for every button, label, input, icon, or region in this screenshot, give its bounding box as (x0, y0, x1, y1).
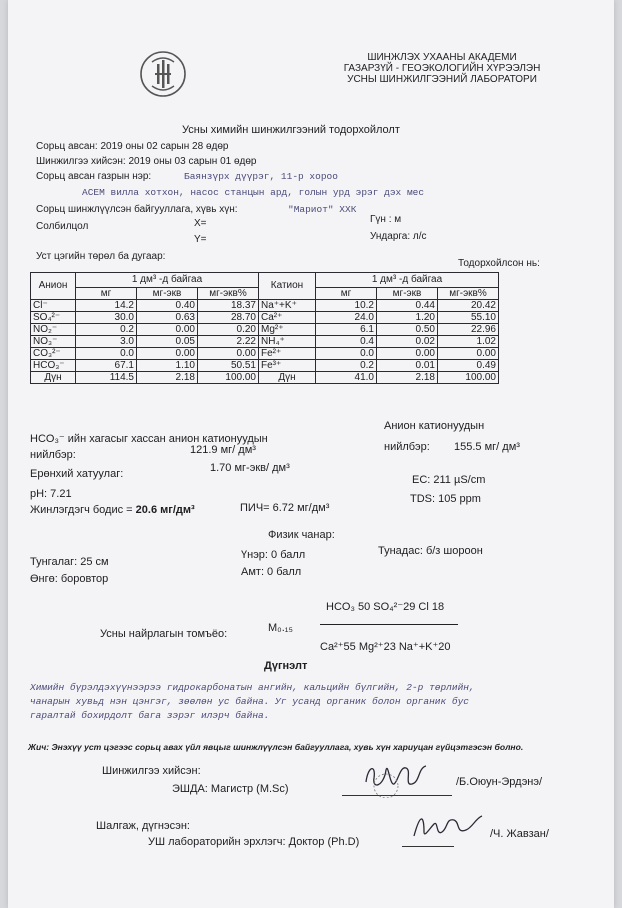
place-label: Сорьц авсан газрын нэр: (36, 171, 152, 182)
cation-meq: 0.02 (377, 336, 438, 348)
checked-role: УШ лабораторийн эрхлэгч: Доктор (Ph.D) (148, 836, 360, 848)
anion-meq: 1.10 (137, 360, 198, 372)
anion-name: CO₃²⁻ (31, 348, 76, 360)
anion-cation-label: Анион катионуудын (384, 420, 485, 432)
place-value-2: АСЕМ вилла хотхон, насос станцын ард, голын урд эрэг дэх мес (82, 187, 425, 198)
anion-per-dm3-header: 1 дм³ -д байгаа (76, 273, 259, 288)
performed-label: Шинжилгээ хийсэн: (102, 765, 201, 777)
cation-pct: 0.00 (438, 348, 499, 360)
table-row (31, 300, 499, 312)
performed-role: ЭШДА: Магистр (M.Sc) (172, 783, 289, 795)
header-line-2: ГАЗАРЗҮЙ - ГЕОЭКОЛОГИЙН ХҮРЭЭЛЭН (343, 63, 541, 74)
note: Жич: Энэхүү уст цэгээс сорьц авах үйл явцыг шинжлүүлсэн байгууллага, хувь хүн хариуцан гүйцэтгэсэн болно. (28, 742, 524, 752)
cation-meq: 0.44 (377, 300, 438, 312)
anion-name: Cl⁻ (31, 300, 76, 312)
cation-mg: 24.0 (316, 312, 377, 324)
document-title: Усны химийн шинжилгээний тодорхойлолт (182, 124, 400, 136)
hco3-half-label: HCO₃⁻ ийн хагасыг хассан анион катионуудын (30, 433, 268, 445)
anion-pct: 2.22 (198, 336, 259, 348)
tds-value: TDS: 105 ppm (410, 493, 481, 505)
physical-heading: Физик чанар: (268, 529, 335, 541)
cation-pct: 22.96 (438, 324, 499, 336)
cation-name: Mg²⁺ (259, 324, 316, 336)
cation-meq: 0.01 (377, 360, 438, 372)
formula-fraction-line (320, 624, 458, 625)
cation-name: Ca²⁺ (259, 312, 316, 324)
unit-meq: мг-экв (377, 288, 438, 300)
table-row (31, 348, 499, 360)
yield-label: Ундарга: л/с (370, 231, 427, 242)
anion-name: NO₂⁻ (31, 324, 76, 336)
cation-mg: 0.0 (316, 348, 377, 360)
coordinates-label: Солбилцол (36, 221, 89, 232)
anion-total-label: Дүн (31, 372, 76, 384)
signature-javzan (410, 808, 486, 844)
header-line-1: ШИНЖЛЭХ УХААНЫ АКАДЕМИ (367, 52, 517, 63)
odor-value: Үнэр: 0 балл (241, 549, 306, 561)
anion-name: NO₃⁻ (31, 336, 76, 348)
cation-total-label: Дүн (259, 372, 316, 384)
cation-pct: 20.42 (438, 300, 499, 312)
anion-pct: 28.70 (198, 312, 259, 324)
cation-total-mg: 41.0 (316, 372, 377, 384)
cation-header: Катион (259, 273, 316, 300)
organization-value: "Мариот" ХХК (288, 204, 357, 215)
cation-mg: 6.1 (316, 324, 377, 336)
cod-value: ПИЧ= 6.72 мг/дм³ (240, 502, 330, 514)
checked-signature-line (402, 846, 454, 847)
cation-meq: 1.20 (377, 312, 438, 324)
anion-pct: 0.00 (198, 348, 259, 360)
formula-numerator: HCO₃ 50 SO₄²⁻29 Cl 18 (326, 601, 445, 613)
anion-mg: 14.2 (76, 300, 137, 312)
table-row (31, 324, 499, 336)
formula-denominator: Ca²⁺55 Mg²⁺23 Na⁺+K⁺20 (320, 641, 451, 653)
anion-mg: 67.1 (76, 360, 137, 372)
source-label: Уст цэгийн төрөл ба дугаар: (36, 251, 166, 262)
table-row (31, 360, 499, 372)
unit-meq: мг-экв (137, 288, 198, 300)
cation-total-pct: 100.00 (438, 372, 499, 384)
anion-meq: 0.00 (137, 324, 198, 336)
taste-value: Амт: 0 балл (241, 566, 302, 578)
suspended-solids (30, 504, 195, 516)
sediment-value: Тунадас: б/з шороон (378, 545, 483, 557)
anion-total-meq: 2.18 (137, 372, 198, 384)
determined-label: Тодорхойлсон нь: (458, 258, 540, 269)
unit-mg: мг (76, 288, 137, 300)
suspended-solids-value: 20.6 мг/дм³ (135, 504, 195, 516)
hardness-value: 1.70 мг-экв/ дм³ (210, 462, 290, 474)
cation-mg: 10.2 (316, 300, 377, 312)
anion-name: HCO₃⁻ (31, 360, 76, 372)
cation-pct: 0.49 (438, 360, 499, 372)
anion-total-mg: 114.5 (76, 372, 137, 384)
unit-meq-pct: мг-экв% (198, 288, 259, 300)
table-total-row (31, 372, 499, 384)
document-page (8, 0, 614, 908)
hco3-sum-value: 121.9 мг/ дм³ (190, 444, 256, 456)
academy-logo (135, 46, 191, 102)
table-row (31, 312, 499, 324)
anion-mg: 30.0 (76, 312, 137, 324)
ion-table (30, 272, 499, 384)
hardness-label: Ерөнхий хатуулаг: (30, 468, 124, 480)
conclusion-line-3: гаралтай бохирдолт бага зэрэг илэрч байна. (30, 710, 270, 721)
cation-mg: 0.4 (316, 336, 377, 348)
anion-mg: 0.0 (76, 348, 137, 360)
anion-pct: 18.37 (198, 300, 259, 312)
organization-label: Сорьц шинжлүүлсэн байгууллага, хүвь хүн: (36, 204, 238, 215)
total-sum-label: нийлбэр: (384, 441, 430, 453)
anion-meq: 0.40 (137, 300, 198, 312)
conclusion-heading: Дүгнэлт (264, 660, 308, 672)
suspended-solids-label: Жинлэгдэгч бодис = (30, 504, 136, 516)
anion-meq: 0.00 (137, 348, 198, 360)
anion-meq: 0.63 (137, 312, 198, 324)
checked-label: Шалгаж, дүгнэсэн: (96, 820, 190, 832)
formula-prefix: M₀.₁₅ (268, 622, 293, 634)
cation-per-dm3-header: 1 дм³ -д байгаа (316, 273, 499, 288)
anion-mg: 3.0 (76, 336, 137, 348)
cation-total-meq: 2.18 (377, 372, 438, 384)
header-line-3: УСНЫ ШИНЖИЛГЭЭНИЙ ЛАБОРАТОРИ (347, 74, 537, 85)
cation-name: NH₄⁺ (259, 336, 316, 348)
formula-label: Усны найрлагын томъёо: (100, 628, 228, 640)
ph-value: pH: 7.21 (30, 488, 72, 500)
conclusion-line-1: Химийн бүрэлдэхүүнээрээ гидрокарбонатын ангийн, кальцийн бүлгийн, 2-р төрлийн, (30, 682, 475, 693)
anion-pct: 50.51 (198, 360, 259, 372)
cation-pct: 1.02 (438, 336, 499, 348)
clarity-value: Тунгалаг: 25 см (30, 556, 109, 568)
color-value: Өнгө: боровтор (30, 573, 109, 585)
anion-name: SO₄²⁻ (31, 312, 76, 324)
sampled-date: Сорьц авсан: 2019 оны 02 сарын 28 өдөр (36, 141, 229, 152)
unit-mg: мг (316, 288, 377, 300)
institution-header (322, 52, 562, 85)
cation-meq: 0.00 (377, 348, 438, 360)
table-row (31, 336, 499, 348)
anion-pct: 0.20 (198, 324, 259, 336)
anion-total-pct: 100.00 (198, 372, 259, 384)
anion-header: Анион (31, 273, 76, 300)
cation-meq: 0.50 (377, 324, 438, 336)
depth-label: Гүн : м (370, 214, 402, 225)
anion-meq: 0.05 (137, 336, 198, 348)
x-coordinate: X= (194, 218, 207, 229)
checked-name: /Ч. Жавзан/ (490, 828, 549, 840)
analyzed-date: Шинжилгээ хийсэн: 2019 оны 03 сарын 01 өдөр (36, 156, 257, 167)
conclusion-line-2: чанарын хувьд нэн цэнгэг, зөөлөн ус байна. Уг усанд органик болон органик бус (30, 696, 469, 707)
cation-mg: 0.2 (316, 360, 377, 372)
anion-mg: 0.2 (76, 324, 137, 336)
cation-pct: 55.10 (438, 312, 499, 324)
ec-value: EC: 211 µS/cm (412, 474, 486, 486)
y-coordinate: Y= (194, 234, 207, 245)
place-value: Баянзүрх дүүрэг, 11-р хороо (184, 171, 338, 182)
total-sum-value: 155.5 мг/ дм³ (454, 441, 520, 453)
unit-meq-pct: мг-экв% (438, 288, 499, 300)
signature-oyun-erdene (360, 756, 440, 798)
cation-name: Fe³⁺ (259, 360, 316, 372)
cation-name: Fe²⁺ (259, 348, 316, 360)
hco3-sum-label: нийлбэр: (30, 449, 76, 461)
cation-name: Na⁺+K⁺ (259, 300, 316, 312)
performed-name: /Б.Оюун-Эрдэнэ/ (456, 776, 543, 788)
